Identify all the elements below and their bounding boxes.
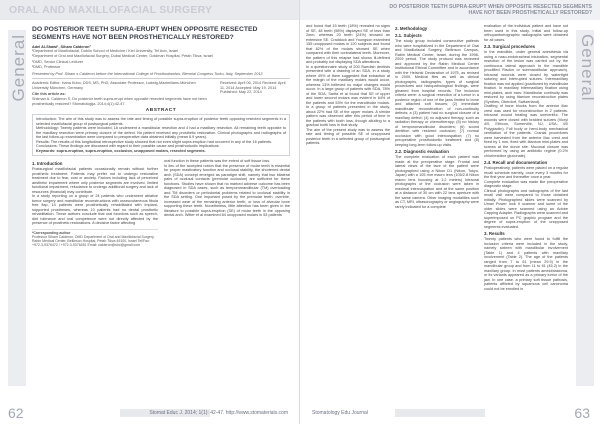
corresponding-text: Professor Siham Calderon, DMD Department of Oral and Maxillofacial Surgery, Rabin Medical Center, Beilinson Hospital, Petah Tikva 49100, Israel Tel/Fax: +972-3-9376472 / +972-3-9376451 Email: calderon@shc@gmail.com: [32, 234, 155, 248]
article-title: DO POSTERIOR TEETH SUPRA-ERUPT WHEN OPPOSITE RESECTED SEGMENTS HAVE NOT BEEN PROSTHETICALLY RESTORED?: [32, 26, 258, 41]
left-page-footer: [0, 402, 300, 424]
paragraph: oral function in these patients was the extent of soft tissue loss.: [164, 159, 271, 164]
body-columns: [32, 159, 290, 247]
affiliation-2: ²Department of Oral and Maxillofacial Surgery, Dubai Medical Center, Goldman Hospital, Petah Tikva, Israel: [32, 53, 213, 58]
page-number: 62: [8, 405, 24, 421]
abstract-results: Results: The results of this longitudinal retrospective study showed that not even slight supra-eruption had occurred in any of the 16 patients.: [36, 139, 273, 144]
section-heading-methodology: 2. Methodology: [395, 26, 428, 31]
affiliation-1: ¹Department of Maxillofacial, Dublin School of Medicine / Kiel University, Tel Aviv, Israel: [32, 49, 178, 54]
section-header-title: ORAL AND MAXILLOFACIAL SURGERY: [9, 4, 213, 16]
left-page-body: [32, 24, 290, 247]
meta-row: [32, 81, 290, 106]
section-heading-subjects: 2.1. Subjects: [395, 33, 422, 38]
paragraph: In a questionnaire study of 200 Swedish dentists presented with a drawing of an SDA, in a study where 49% of them suggested that extraction at the margin of the maxillary molars would occur, whereas 13% believed no major changes would occur. In a large group of patients with SDA, 78% of the SDA, Sarita et al found that SE of upper and lower second molars was evident in 64% of the patients and 53% for the mandibular molars. In a group of patients presented in the study, about 22% had SE of the upper molars. A similar pattern was observed after this period of time in the patients with tooth loss, though alluding to a gradual tooth loss in that study.: [306, 64, 390, 127]
right-side-tab: [576, 30, 597, 386]
paragraph: Postsurgical maxillofacial patients occasionally remain without further prosthetic treatment. Patients may prefer not to undergo restorative treatment due to fear, cost or anxiety. Factors including lack of perceived aesthetic impairment where only posterior segments are involved, limited functional impairment, reluctance to undergo additional surgery and lack of resources (financial) may contribute.: [32, 167, 158, 194]
page-number: 63: [574, 405, 590, 421]
paragraph: Clinical photographs and radiographs of the last recall visit were compared to those obtained initially. Photographed slides were scanned by Umax Power look II scanner and some of the older slides were scanned using an Adobe Capping Adapter. Radiographs were scanned and superimposed on PC graphic program and the degree of supra-eruption of the unopposed segments evaluated.: [484, 188, 568, 229]
paragraph: Postoperatively, patients were placed on a regular recall schedule namely, once every 3 months for the first year and thereafter once a year.: [484, 166, 568, 179]
abstract-conclusions: Conclusions: These findings are discussed with regard to their possible cause and prosthodontic implications.: [36, 144, 220, 149]
side-tab-label: General: [578, 34, 597, 102]
section-heading-results: 3. Results: [484, 231, 505, 236]
corresponding-author: [32, 229, 158, 248]
paragraph: evaluation of the individual patient and have not been used in this study. Initial and follow-up orthopantomographic radiographs were obtained for all cases.: [484, 24, 568, 42]
journal-name: Stomatology Edu Journal: [312, 410, 368, 416]
right-column-3: [484, 24, 568, 291]
section-heading-diagnostic: 2.2. Diagnostic evaluation: [395, 149, 449, 154]
section-heading-surgical: 2.3. Surgical procedures: [484, 44, 536, 49]
footer-bar: [395, 409, 485, 417]
cite-label: Cite this article as:: [32, 92, 66, 97]
right-column-1: [306, 24, 390, 291]
right-page-header: [300, 0, 600, 20]
cite-text: Shilman A, Calderon S. Do posterior teeth supra-erupt when opposite resected segments have not been prosthetically restored? Stomatologija. 2014;4(1):42-47.: [32, 96, 207, 106]
right-page-body: [306, 24, 568, 291]
left-page-header: [0, 0, 300, 20]
paragraph: The aim of the present study was to assess the rate and timing of possible SE of unopposed posterior teeth in a selected group of postsurgical patients.: [306, 127, 390, 145]
keywords: Keywords: supra-eruption, supra-eruption, occlusion, unopposed molars, resected segments.: [36, 148, 206, 153]
abstract-box: [32, 114, 290, 156]
authors: Adel Al-Shawi¹, Siham Calderon²: [32, 44, 91, 49]
paragraph: and found that 15 teeth (18%) revealed no signs of SE, 48 teeth (58%) displayed SE of less than 2mm, whereas 20 teeth (24%) showed an extensive SE. Craddock and Youngson examined 155 unopposed molars in 120 subjects and found that 82% of the molars showed SE when compared with their contralateral teeth. Moreover, the pattern of this relapse had shown ill-defined and probably not displaying SDA alterations.: [306, 24, 390, 64]
right-column-2: [395, 24, 479, 291]
divider: [32, 78, 290, 79]
paragraph: In lieu of the accepted notion that the presence of molar teeth is essential for proper masticatory function and occlusal stability, the shortened dental arch (SDA) concept emerged as paradigm shift, namely that two bilateral pairs of occlusal contacts (premolar occlusion) are sufficient for these functions. Studies have shown that no marked adverse outcome has been diagnosed in SDA cases, such as temporomandibular (TM) overloading and TM disorders or periodontal problems related to occlusal stability in the SDA setting. One important posed by the premolar teeth, overbite, increased wear of the remaining anterior teeth, or loss of alveolar bone supporting these teeth. Nonetheless, little attention has been given in the literature to possible supra-eruption (SE) of molar teeth in the opposing dental arch. Witter et al examined 84 unopposed molars in 53 patients: [164, 163, 290, 218]
body-column-2: [164, 159, 290, 247]
paragraph: The complete evaluation of each patient was made at the preoperative stage. Frontal and lateral views of the face of the patient were photographed using a Nikon D1 (Nikon, Tokyo, Japan) with a 105 mm macro lens (105/2.8 Nikon macro lens focusing at 1:2 meters) Intraoral photographs of the occlusion were taken in maximal intercuspation and at the same position at a distance of 30 cm with 22 lens aperture with the same camera. Other imaging modalities such as CT, MRI, ultrasonography or angiography were rarely indicated for a complete: [395, 155, 479, 209]
degrees-1: ¹DMD, Senior Clinical Lecturer: [32, 60, 84, 65]
paragraph: In a study reporting on a group of 24 patients who underwent ablative tumor surgery and mandibular reconstructions with osseocutaneous fibula free flap, 14 patients were prosthetically rehabilitated with implant-supported prostheses, whereas 10 patients had no dental prosthetic rehabilitation. These authors conclude that oral functions such as speech, diet tolerance and oral competence were not directly affected by the presence of prosthetic restorations. A decisive factor affecting: [32, 194, 158, 226]
corresponding-label: *Corresponding author: [32, 230, 71, 235]
right-page: [300, 0, 600, 424]
paragraph: Grafting of bone blocks from the anterior iliac crest was used for reconstruction in 2 patients. Intraoral wound healing was uneventful. The wounds were closed with braided sutures (Vicryl 4/0, Ethicon, Somerville, NJ, USA; 4/0 Polyglactin). Full body or hemi-body mechanical ventilation of the patients. Cranial procedures were harvested from the anterior iliac crest and fixed by 1 mm, fixed with titanium mini-plates and screws at the donor site. Mucosal closure was performed by using an antibiotic regime (0.2% chlorhexidine gluconate).: [484, 104, 568, 158]
abstract-methodology: Methodology: Twenty patients were included; 16 underwent a mandibular resection and 4 had a maxillary resection. All remaining teeth opposite to the maxillary resection were primary closure of the defect. No patient received any prosthetic restoration. Clinical photographs and radiographs of the last follow-up examination were compared to preoperative data obtained initially (mean 6.9 years).: [36, 126, 286, 140]
abstract-introduction: Introduction: The aim of this study was to assess the rate and timing of possible supra-eruption of posterior teeth opposing resected segments in a selected maxillofacial group of postsurgical patients.: [36, 117, 286, 126]
body-column-1: [32, 159, 158, 247]
left-side-tab: [8, 30, 26, 386]
side-tab-label: General: [9, 34, 28, 102]
paragraph: Complete evaluation was made like preoperative diagnostic stage.: [484, 179, 568, 188]
paragraph: In the mandible, under general anesthesia via using a naso-endotracheal intubation, segmental resection of the lesion was carried out by the continuous lateral approach to the mandible (modified Risdon or submandibular approach). Intraoral wounds were closed by watertight suturing and interrupted sutures. Intermaxillary fixation was not applied (positioned by mandibular fixation. In maxillary intermaxillary fixation using mini-plates, arch bars: Mandibular continuity was restored by using titanium reconstruction plates (Synthes, Oberdorf, Switzerland).: [484, 50, 569, 104]
paragraph: Twenty patients who were found to fulfill the inclusion criteria were included in the study, namely sixteen with mandibular involvement (Table 1) and 4 patients with maxillary involvement (Table 2). The age of the patients ranged from 7 to 61 (mean 29.9) in the mandibular group and from 11 to 61 (45.2) in the maxillary group. In most patients ameloblastoma, or its variants appeared as a primary tumor of the jaw. In one case, a primary soft tissue pathosis, patients afflicted by squamous cell carcinoma could not be enrolled in: [484, 237, 568, 291]
section-heading-introduction: 1. Introduction: [32, 161, 63, 167]
academic-editor: Academic Editor: Hana Kubo, DDS, MS, PhD, Associate Professor, Ludwig-Maximilians-München University München, Germany: [32, 81, 196, 90]
presented-note: Presented by Prof. Siham s Calderon before the International College of Prosthodontists, Biennial Congress Turku, Italy, September 2013: [32, 71, 263, 76]
journal-citation: Stomat Educ J. 2014; 1(1): 42-47. http://www.stomaterials.com: [149, 410, 288, 416]
running-title: DO POSTERIOR TEETH SUPRA-ERUPT WHEN OPPOSITE RESECTED SEGMENTS HAVE NOT BEEN PROSTHETICALLY RESTORED?: [389, 4, 592, 16]
article-dates: Received: April 06, 2014 Revised: April 11, 2014 Accepted: May 19, 2014 Published: May 22, 2014: [220, 81, 286, 95]
paragraph: The study group included consecutive patients who were hospitalized in the Department of Oral and Maxillofacial Surgery, Beilinson Campus, Rabin Medical Center, Israel, during the 1998-2009 period. The study protocol was reviewed and approved by the Rabin Medical Center Institutional Ethical Committee and in accordance with the Helsinki Declaration of 1975, as revised in 2000. Medical files as well as clinical photographs, radiographs, types of surgical procedures and histopathological findings, were gleaned from hospital records. The inclusion criteria were: a surgical resection of a tumor in a posterior region of one of the jaws limited to bone and attached soft tissues; (2) immediate mandibular reconstruction of non-continuity defects; a (3) patient had no surgical closure of a maxillary defect; (4) no adjuvant therapy, such as radiation therapy or chemotherapy; (5) no history of temporomandibular disorders; (6) sound dentition with restored occlusion; (7) normal occlusion with good intercuspation; (7) no preoperative prosthodontic treatment and (8) keeping long-term follow-up visits.: [395, 39, 479, 147]
degrees-2: ²DMD, Professor: [32, 64, 61, 69]
section-heading-recall: 2.4. Recall and documentation: [484, 160, 548, 165]
abstract-heading: ABSTRACT: [145, 108, 177, 114]
right-page-footer: [300, 402, 600, 424]
